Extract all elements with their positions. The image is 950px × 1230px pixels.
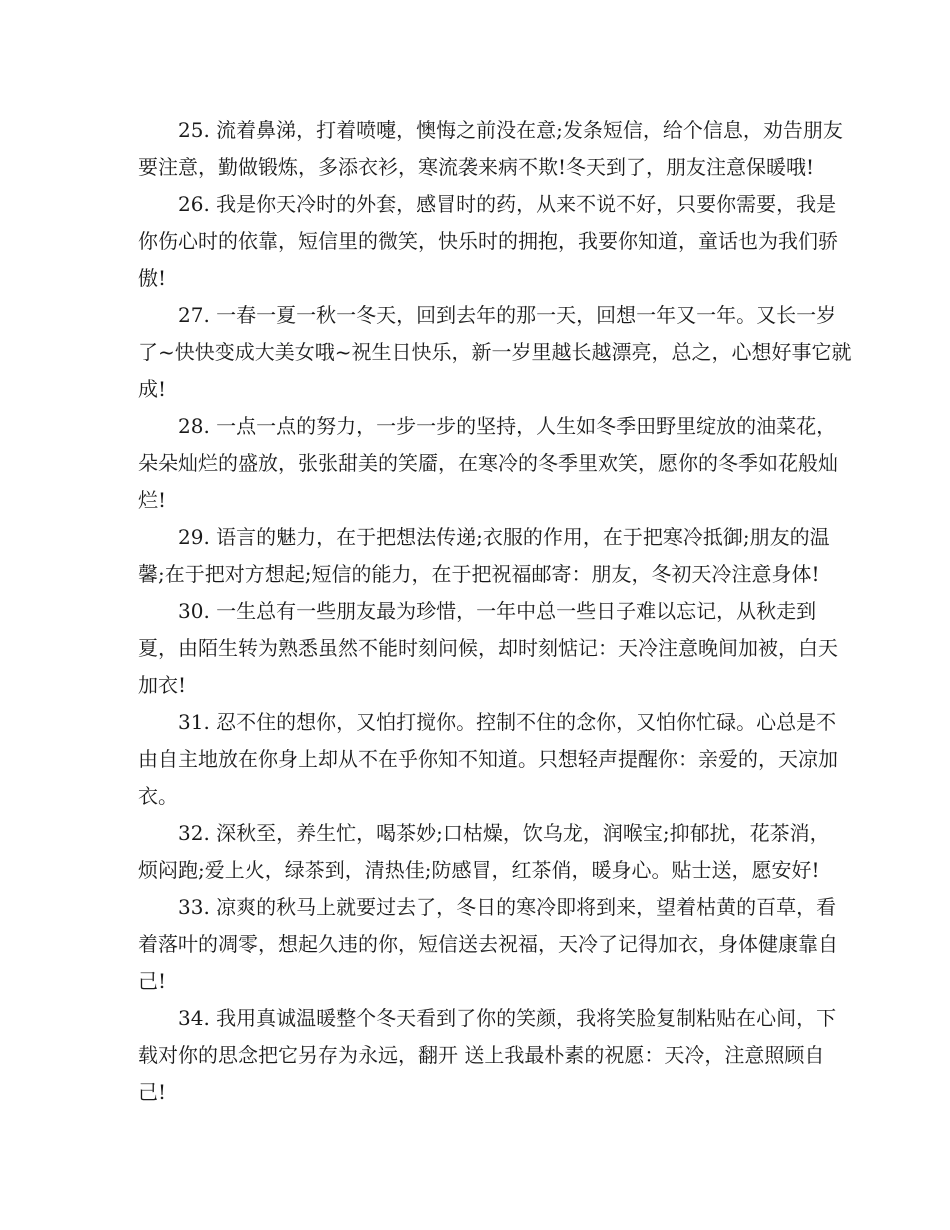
text-line: 馨;在于把对方想起;短信的能力，在于把祝福邮寄：朋友，冬初天冷注意身体! <box>138 562 820 586</box>
text-line: 载对你的思念把它另存为永远，翻开 送上我最朴素的祝愿：天冷，注意照顾自 <box>138 1043 825 1067</box>
text-line: 要注意，勤做锻炼，多添衣衫，寒流袭来病不欺!冬天到了，朋友注意保暖哦! <box>138 155 815 179</box>
text-line: 己! <box>138 969 167 993</box>
paragraph <box>138 519 830 593</box>
text-line: 27. 一春一夏一秋一冬天，回到去年的那一天，回想一年又一年。又长一岁 <box>178 303 837 327</box>
text-line: 了~快快变成大美女哦~祝生日快乐，新一岁里越长越漂亮，总之，心想好事它就 <box>138 340 852 364</box>
text-line: 傲! <box>138 266 167 290</box>
text-line: 由自主地放在你身上却从不在乎你知不知道。只想轻声提醒你：亲爱的，天凉加 <box>138 747 838 771</box>
text-line: 25. 流着鼻涕，打着喷嚏，懊悔之前没在意;发条短信，给个信息，劝告朋友 <box>178 118 843 142</box>
text-line: 成! <box>138 377 167 401</box>
paragraph <box>138 297 852 408</box>
text-line: 30. 一生总有一些朋友最为珍惜，一年中总一些日子难以忘记，从秋走到 <box>178 599 817 623</box>
paragraph <box>138 593 838 704</box>
text-line: 31. 忍不住的想你，又怕打搅你。控制不住的念你，又怕你忙碌。心总是不 <box>178 710 837 734</box>
text-line: 34. 我用真诚温暖整个冬天看到了你的笑颜，我将笑脸复制粘贴在心间，下 <box>178 1006 837 1030</box>
text-line: 28. 一点一点的努力，一步一步的坚持，人生如冬季田野里绽放的油菜花， <box>178 414 837 438</box>
text-line: 着落叶的凋零，想起久违的你，短信送去祝福，天冷了记得加衣，身体健康靠自 <box>138 932 838 956</box>
paragraph <box>138 408 838 519</box>
text-line: 衣。 <box>138 784 178 808</box>
text-line: 32. 深秋至，养生忙，喝茶妙;口枯燥，饮乌龙，润喉宝;抑郁扰，花茶消， <box>178 821 830 845</box>
document-page <box>138 112 852 1111</box>
text-line: 烂! <box>138 488 167 512</box>
paragraph <box>138 186 838 297</box>
text-line: 加衣! <box>138 673 187 697</box>
text-line: 26. 我是你天冷时的外套，感冒时的药，从来不说不好，只要你需要，我是 <box>178 192 837 216</box>
paragraph <box>138 889 838 1000</box>
text-line: 你伤心时的依靠，短信里的微笑，快乐时的拥抱，我要你知道，童话也为我们骄 <box>138 229 838 253</box>
text-line: 夏，由陌生转为熟悉虽然不能时刻问候，却时刻惦记：天冷注意晚间加被，白天 <box>138 636 838 660</box>
text-line: 29. 语言的魅力，在于把想法传递;衣服的作用，在于把寒冷抵御;朋友的温 <box>178 525 830 549</box>
paragraph <box>138 704 838 815</box>
paragraph <box>138 1000 837 1111</box>
text-line: 烦闷跑;爱上火，绿茶到，清热佳;防感冒，红茶俏，暖身心。贴士送，愿安好! <box>138 858 820 882</box>
paragraph <box>138 112 843 186</box>
paragraph <box>138 815 830 889</box>
text-line: 33. 凉爽的秋马上就要过去了，冬日的寒冷即将到来，望着枯黄的百草，看 <box>178 895 837 919</box>
text-line: 己! <box>138 1080 167 1104</box>
text-line: 朵朵灿烂的盛放，张张甜美的笑靥，在寒冷的冬季里欢笑，愿你的冬季如花般灿 <box>138 451 838 475</box>
